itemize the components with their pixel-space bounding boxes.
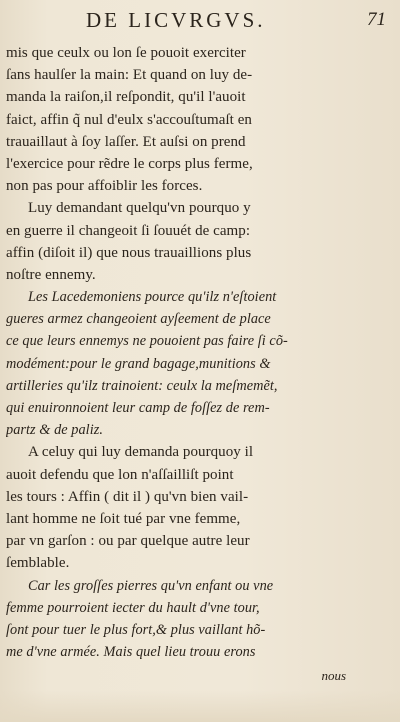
text-line: en guerre il changeoit ſi ſouuét de camp: <box>6 222 251 239</box>
page-edge <box>0 690 400 722</box>
commentary-line: me d'vne armée. Mais quel lieu trouu erons <box>6 644 256 661</box>
text-line: Luy demandant quelqu'vn pourquo y <box>28 200 251 217</box>
commentary-line: Les Lacedemoniens pource qu'ilz n'eſtoient <box>28 289 277 306</box>
text-line: noſtre ennemy. <box>6 266 96 283</box>
commentary-line: partz & de paliz. <box>6 422 103 439</box>
text-line: les tours : Affin ( dit il ) qu'vn bien vail- <box>6 488 249 505</box>
text-line: A celuy qui luy demanda pourquoy il <box>28 444 254 461</box>
commentary-line: gueres armez changeoient ayſeement de place <box>6 311 271 328</box>
text-line: mis que ceulx ou lon ſe pouoit exerciter <box>6 45 246 61</box>
text-line: ſans haulſer la main: Et quand on luy de- <box>6 67 253 84</box>
text-body <box>6 42 366 663</box>
page-number: 71 <box>367 9 386 30</box>
text-line: par vn garſon : ou par quelque autre leur <box>6 533 250 550</box>
running-head: DE LICVRGVS. <box>86 8 266 32</box>
commentary-line: Car les groſſes pierres qu'vn enfant ou vne <box>28 577 274 594</box>
text-line: trauaillaut à ſoy laſſer. Et auſsi on prend <box>6 133 246 150</box>
commentary-line: ce que leurs ennemys ne pouoient pas faire ſi cõ- <box>6 333 288 350</box>
commentary-line: qui enuironnoient leur camp de foſſez de rem- <box>6 400 270 416</box>
text-line: manda la raiſon,il reſpondit, qu'il l'auoit <box>6 89 246 106</box>
commentary-line: artilleries qu'ilz trainoient: ceulx la meſmemẽt, <box>6 377 278 394</box>
text-line: faict, affin q̃ nul d'eulx s'accouſtumaſt en <box>6 111 252 128</box>
text-line: l'exercice pour rẽdre le corps plus ferme, <box>6 155 253 172</box>
commentary-line: modément:pour le grand bagage,munitions & <box>6 355 271 372</box>
catchword: nous <box>321 668 346 683</box>
commentary-line: ſont pour tuer le plus fort,& plus vaillant hõ- <box>6 621 266 638</box>
text-line: auoit defendu que lon n'aſſailliſt point <box>6 466 234 483</box>
text-line: affin (diſoit il) que nous trauaillions plus <box>6 244 252 261</box>
text-line: lant homme ne ſoit tué par vne femme, <box>6 510 241 527</box>
text-line: non pas pour affoiblir les forces. <box>6 178 203 195</box>
commentary-line: femme pourroient iecter du hault d'vne tour, <box>6 599 260 616</box>
text-line: ſemblable. <box>6 555 70 572</box>
page-header <box>0 6 400 36</box>
